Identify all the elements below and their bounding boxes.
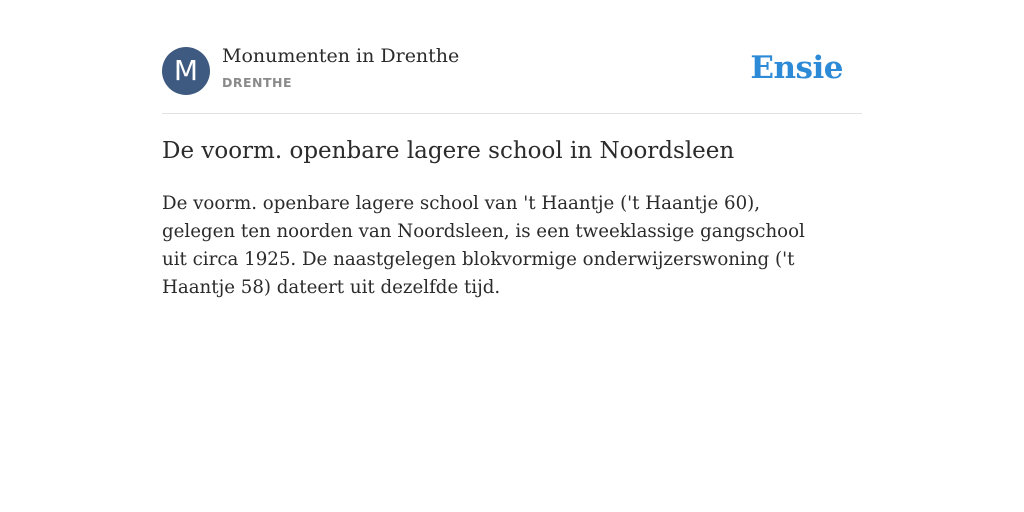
ensie-logo[interactable]: Ensie (750, 50, 843, 86)
article-body: De voorm. openbare lagere school van 't Haantje ('t Haantje 60), gelegen ten noorden van Noordsleen, is een tweeklassige gangschool uit circa 1925. De naastgelegen blokvormige onderwijzerswoning ('t Haantje 58) dateert uit dezelfde tijd. (162, 193, 805, 298)
page-container (162, 0, 862, 298)
site-subtitle: DRENTHE (222, 75, 293, 90)
page-title: De voorm. openbare lagere school in Noordsleen (162, 138, 735, 164)
avatar[interactable]: M (162, 47, 210, 95)
site-title[interactable]: Monumenten in Drenthe (222, 45, 460, 67)
site-header (162, 0, 862, 114)
